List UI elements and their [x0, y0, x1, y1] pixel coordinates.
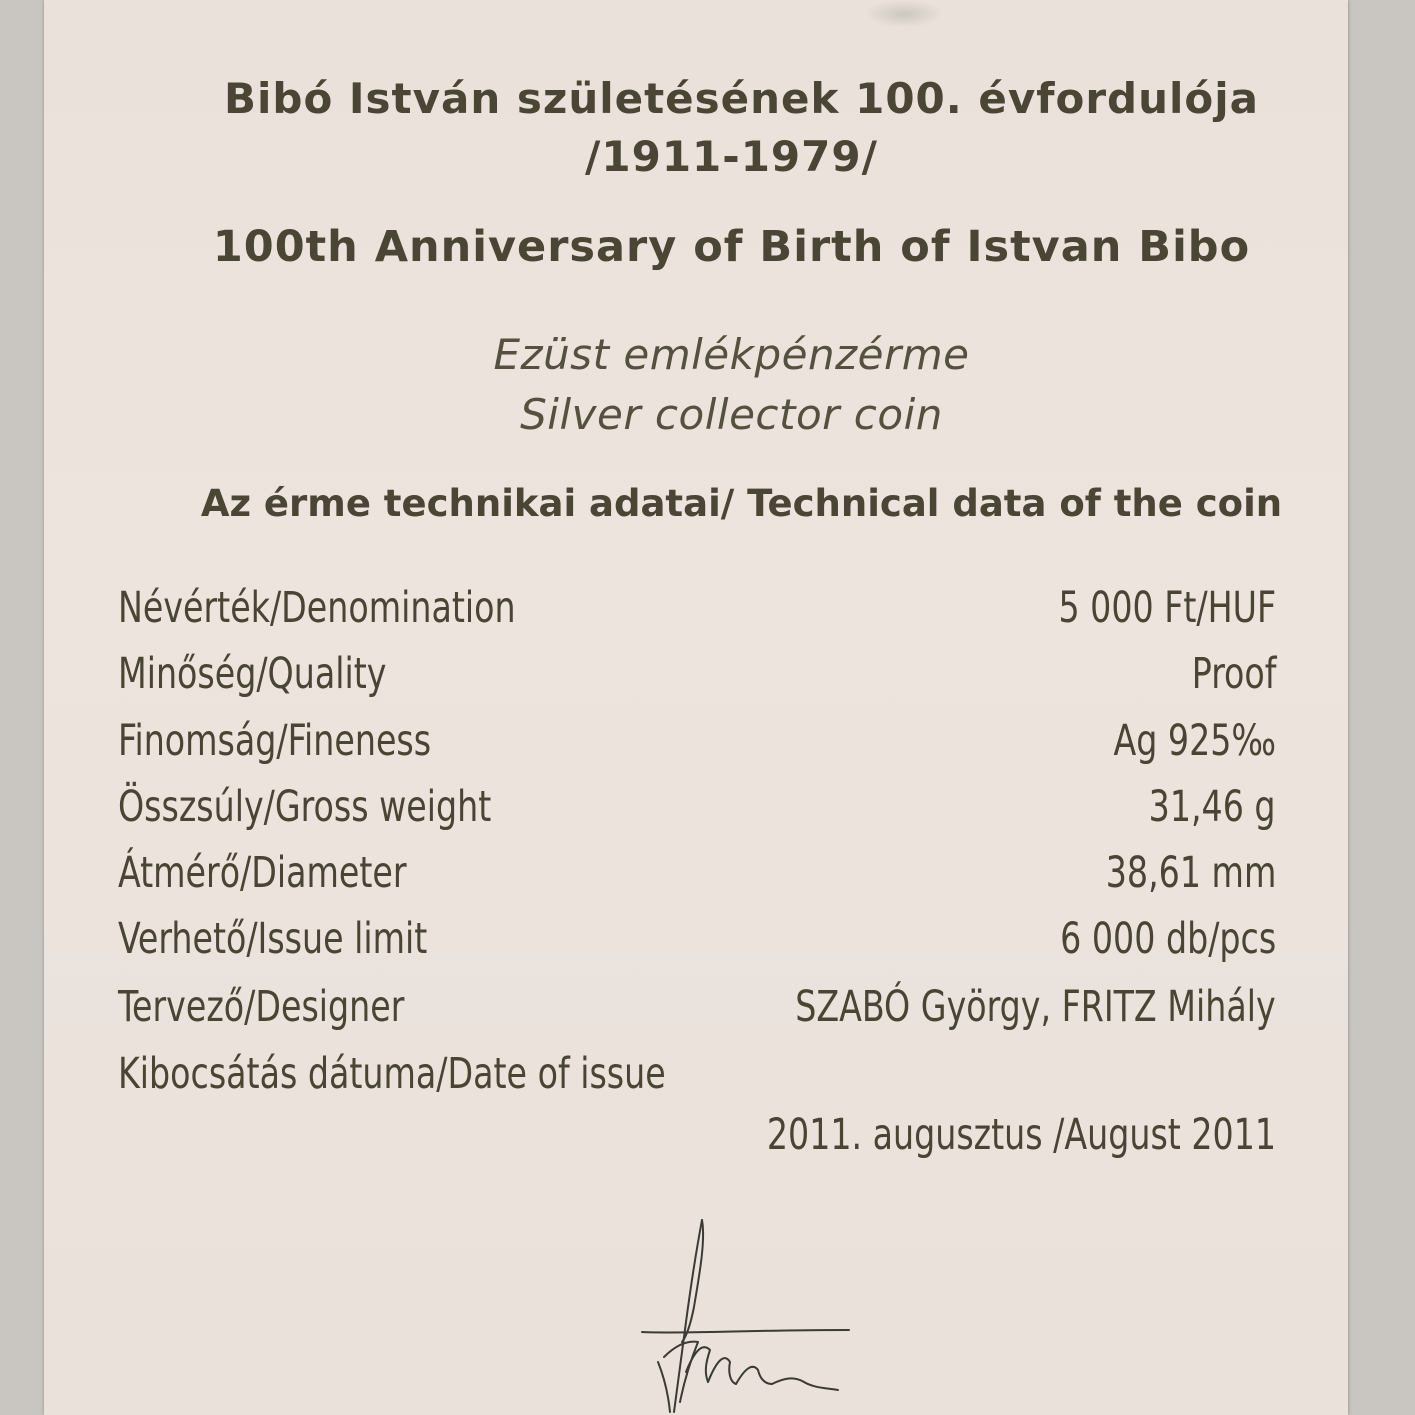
- spec-label: Verhető/Issue limit: [118, 914, 428, 964]
- spec-row-date-of-issue: [118, 1049, 1276, 1109]
- title-hungarian: Bibó István születésének 100. évfordulója: [223, 74, 1259, 123]
- stain-mark: [864, 0, 944, 28]
- spec-row-diameter: [118, 848, 1276, 908]
- spec-label: Összsúly/Gross weight: [118, 782, 492, 832]
- spec-value: Ag 925‰: [1113, 716, 1276, 766]
- spec-row-denomination: [118, 583, 1276, 643]
- subtitle-english: Silver collector coin: [520, 390, 943, 439]
- spec-value: 6 000 db/pcs: [1060, 914, 1276, 964]
- subtitle-hungarian: Ezüst emlékpénzérme: [493, 330, 970, 379]
- certificate-card: [44, 0, 1348, 1415]
- spec-row-designer: [118, 982, 1276, 1042]
- title-english: 100th Anniversary of Birth of Istvan Bibo: [212, 222, 1251, 272]
- spec-value: Proof: [1191, 649, 1276, 699]
- spec-value: SZABÓ György, FRITZ Mihály: [795, 982, 1276, 1032]
- technical-data-heading: Az érme technikai adatai/ Technical data of the coin: [200, 482, 1283, 525]
- spec-row-fineness: [118, 716, 1276, 776]
- issue-date-row: [118, 1110, 1276, 1170]
- spec-label: Finomság/Fineness: [118, 716, 432, 766]
- spec-value: 38,61 mm: [1105, 848, 1276, 898]
- handwritten-signature: [594, 1212, 864, 1415]
- spec-label: Kibocsátás dátuma/Date of issue: [118, 1049, 666, 1099]
- spec-label: Minőség/Quality: [118, 649, 387, 699]
- spec-row-quality: [118, 649, 1276, 709]
- spec-value: 31,46 g: [1149, 782, 1276, 832]
- title-years: /1911-1979/: [585, 132, 878, 181]
- spec-row-gross-weight: [118, 782, 1276, 842]
- spec-label: Tervező/Designer: [118, 982, 405, 1032]
- issue-date-value: 2011. augusztus /August 2011: [766, 1110, 1276, 1160]
- spec-label: Névérték/Denomination: [118, 583, 516, 633]
- spec-row-issue-limit: [118, 914, 1276, 974]
- spec-label: Átmérő/Diameter: [118, 848, 407, 898]
- spec-value: 5 000 Ft/HUF: [1058, 583, 1276, 633]
